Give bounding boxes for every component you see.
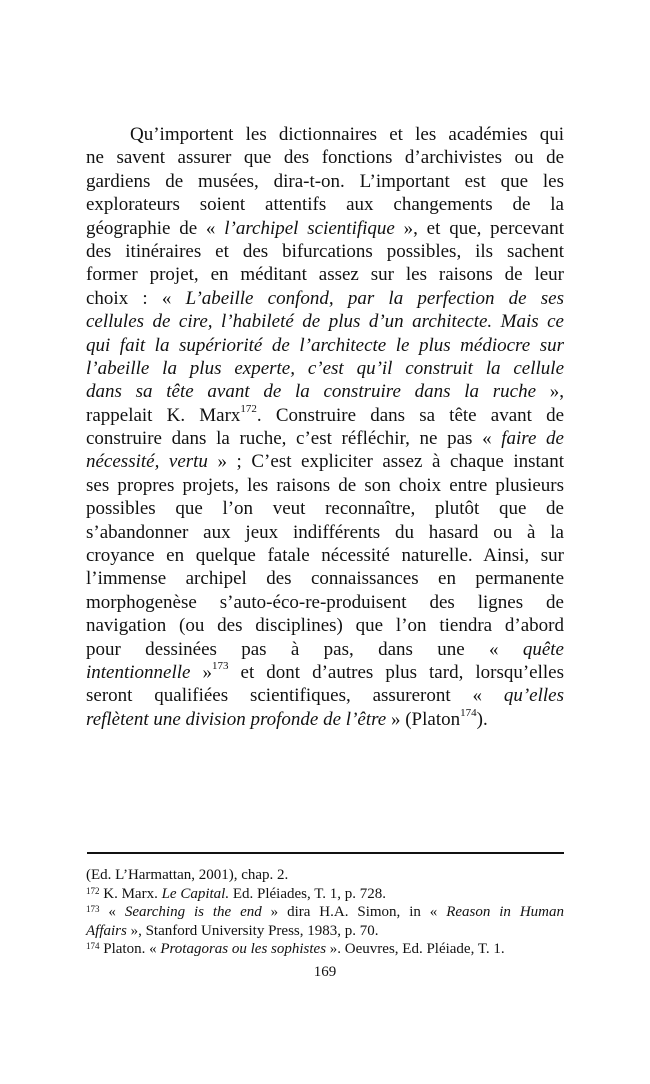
italic-text: Affairs	[86, 922, 127, 939]
italic-text: intentionnelle	[86, 661, 191, 683]
text-line	[86, 661, 564, 684]
text-segment: »	[190, 661, 213, 683]
footnote-line	[86, 866, 564, 885]
italic-text: Le Capital.	[161, 885, 230, 902]
text-line	[86, 123, 564, 146]
italic-text: Searching is the end	[124, 904, 262, 920]
text-line	[86, 170, 564, 193]
text-segment: Platon. «	[99, 941, 161, 957]
text-segment: » (Platon	[386, 708, 461, 730]
italic-text: l’archipel scientifique	[224, 217, 395, 239]
text-segment: seront qualifiées scientifiques, assureront «	[86, 685, 504, 707]
footnotes	[86, 866, 564, 959]
italic-text: quête	[522, 638, 564, 660]
text-segment: ». Oeuvres, Ed. Pléiade, T. 1.	[326, 941, 505, 957]
text-line	[86, 474, 564, 497]
text-segment: navigation (ou des disciplines) que l’on tiendra d’abord	[86, 615, 564, 637]
text-line	[86, 638, 564, 661]
footnote-reference: 174	[86, 941, 100, 951]
text-line	[86, 544, 564, 567]
italic-text: l’abeille la plus experte, c’est qu’il construit la cellule	[86, 357, 564, 379]
text-line	[86, 567, 564, 590]
text-segment: », et que, percevant	[394, 217, 565, 239]
text-segment: former projet, en méditant assez sur les raisons de leur	[86, 264, 564, 286]
text-line	[86, 146, 564, 169]
text-segment: . Construire dans sa tête avant de	[256, 404, 565, 426]
text-segment: Qu’importent les dictionnaires et les académies qui	[130, 124, 564, 145]
footnote-line	[86, 922, 564, 941]
italic-text: L’abeille confond, par la perfection de ses	[185, 287, 564, 309]
text-segment: et dont d’autres plus tard, lorsqu’elles	[228, 661, 564, 683]
italic-text: dans sa tête avant de la construire dans la ruche	[86, 381, 537, 403]
text-segment: gardiens de musées, dira-t-on. L’important est que les	[86, 170, 564, 192]
footnote-reference: 172	[86, 885, 100, 896]
text-line	[86, 380, 564, 403]
text-segment: choix : «	[86, 287, 186, 309]
body-text	[86, 123, 564, 731]
footnote-line	[86, 940, 564, 959]
italic-text: nécessité, vertu	[86, 451, 208, 473]
text-segment: Ed. Pléiades, T. 1, p. 728.	[229, 885, 387, 902]
text-segment: ses propres projets, les raisons de son choix entre plusieurs	[86, 474, 564, 496]
text-line	[86, 357, 564, 380]
text-segment: construire dans la ruche, c’est réfléchir, ne pas «	[86, 428, 502, 450]
footnote-reference: 173	[212, 659, 229, 672]
italic-text: cellules de cire, l’habileté de plus d’un architecte. Mais ce	[86, 311, 564, 333]
text-segment: géographie de «	[86, 217, 225, 239]
text-segment: croyance en quelque fatale nécessité naturelle. Ainsi, sur	[86, 545, 564, 567]
page-number: 169	[313, 964, 337, 980]
footnote-reference: 173	[86, 904, 100, 914]
text-segment: «	[99, 904, 125, 920]
text-line	[86, 708, 564, 731]
footnote-line	[86, 885, 564, 904]
text-segment: ne savent assurer que des fonctions d’archivistes ou de	[86, 147, 564, 169]
text-line	[86, 217, 564, 240]
italic-text: reflètent une division profonde de l’être	[86, 708, 387, 730]
text-line	[86, 427, 564, 450]
italic-text: qui fait la supériorité de l’architecte le plus médiocre sur	[86, 334, 564, 356]
text-segment: morphogenèse s’auto-éco-re-produisent des lignes de	[86, 591, 564, 613]
text-segment: »,	[536, 381, 564, 403]
italic-text: faire de	[501, 428, 564, 450]
text-line	[86, 684, 564, 707]
text-line	[86, 287, 564, 310]
footnote-reference: 174	[460, 706, 477, 719]
text-segment: s’abandonner aux jeux indifférents du hasard ou à la	[86, 521, 564, 543]
text-segment: possibles que l’on veut reconnaître, plutôt que de	[86, 498, 564, 520]
text-line	[86, 614, 564, 637]
text-segment: pour dessinées pas à pas, dans une «	[86, 638, 523, 660]
text-segment: » ; C’est expliciter assez à chaque instant	[207, 451, 564, 473]
text-segment: », Stanford University Press, 1983, p. 70.	[126, 922, 379, 939]
text-segment: des itinéraires et des bifurcations possibles, ils sachent	[86, 240, 564, 262]
text-segment: (Ed. L’Harmattan, 2001), chap. 2.	[86, 867, 289, 883]
text-segment: » dira H.A. Simon, in «	[261, 904, 447, 920]
text-line	[86, 521, 564, 544]
italic-text: Reason in Human	[446, 904, 564, 920]
text-line	[86, 334, 564, 357]
text-line	[86, 450, 564, 473]
text-line	[86, 263, 564, 286]
text-line	[86, 404, 564, 427]
text-segment: rappelait K. Marx	[86, 404, 241, 426]
text-segment: explorateurs soient attentifs aux changements de la	[86, 194, 564, 216]
footnote-separator	[87, 852, 564, 854]
text-line	[86, 310, 564, 333]
text-line	[86, 240, 564, 263]
text-line	[86, 193, 564, 216]
italic-text: Protagoras ou les sophistes	[160, 941, 327, 957]
text-line	[86, 497, 564, 520]
text-segment: l’immense archipel des connaissances en permanente	[86, 568, 564, 590]
text-segment: K. Marx.	[99, 885, 162, 902]
footnote-reference: 172	[240, 402, 257, 415]
italic-text: qu’elles	[503, 685, 564, 707]
text-segment: ).	[476, 708, 488, 730]
text-line	[86, 591, 564, 614]
footnote-line	[86, 903, 564, 922]
